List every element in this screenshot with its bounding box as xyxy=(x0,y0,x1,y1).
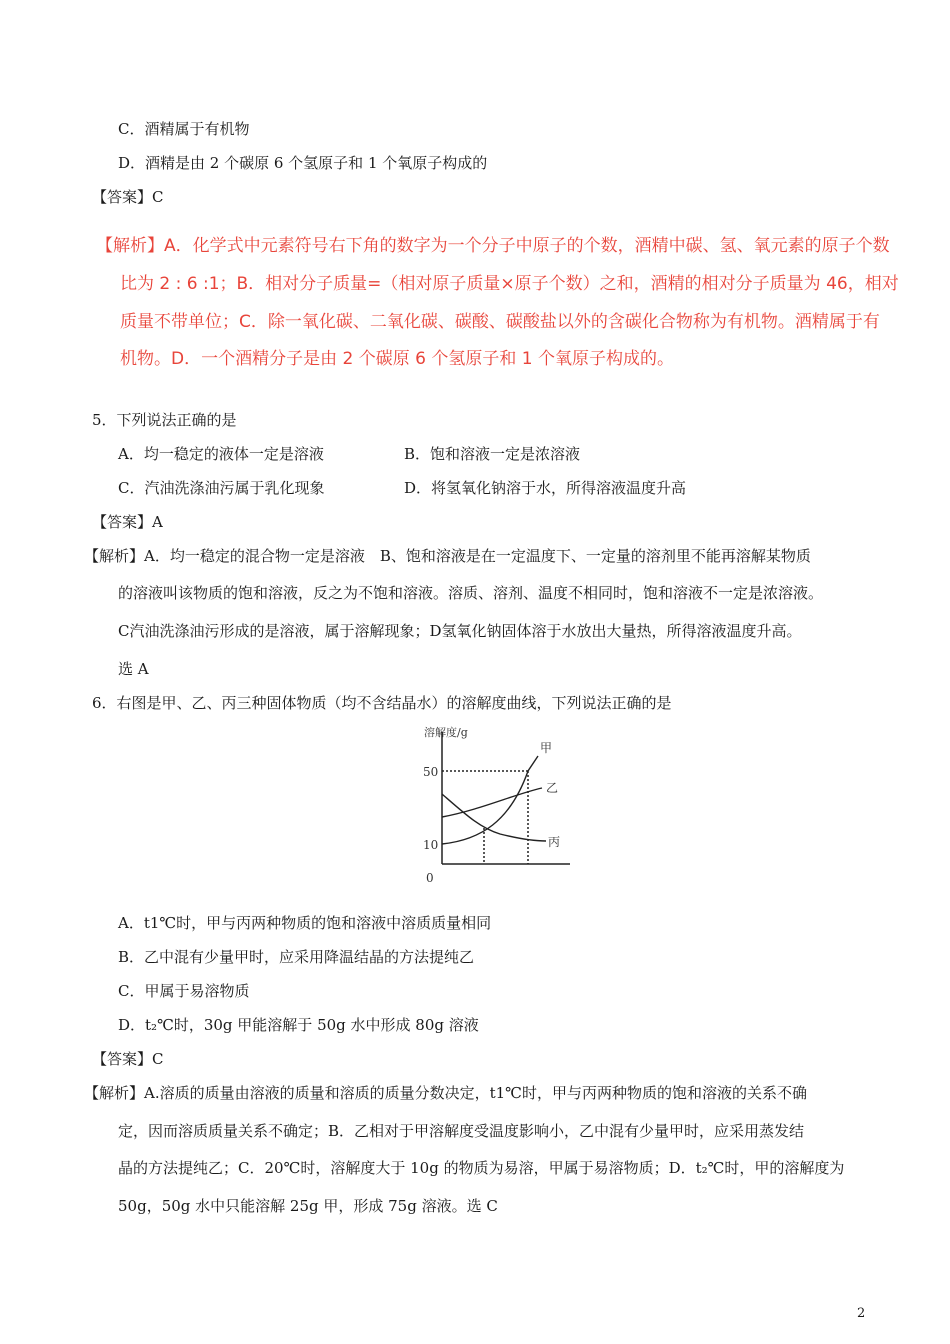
q5-analysis-line-2: 的溶液叫该物质的饱和溶液，反之为不饱和溶液。溶质、溶剂、温度不相同时，饱和溶液不一定是浓溶液。 xyxy=(118,584,824,602)
q6-analysis-line-4: 50g，50g 水中只能溶解 25g 甲，形成 75g 溶液。选 C xyxy=(118,1197,498,1215)
q4-analysis-line-3: 质量不带单位；C．除一氧化碳、二氧化碳、碳酸、碳酸盐以外的含碳化合物称为有机物。酒精属于有 xyxy=(120,312,880,332)
q5-analysis-line-3: C汽油洗涤油污形成的是溶液，属于溶解现象；D氢氧化钠固体溶于水放出大量热，所得溶液温度升高。 xyxy=(118,622,802,640)
q6-analysis-line-3: 晶的方法提纯乙；C．20℃时，溶解度大于 10g 的物质为易溶，甲属于易溶物质；D．t₂℃时，甲的溶解度为 xyxy=(118,1159,845,1177)
q4-option-d: D．酒精是由 2 个碳原 6 个氢原子和 1 个氧原子构成的 xyxy=(118,154,488,172)
q4-answer: 【答案】C xyxy=(92,188,164,206)
q6-option-d: D．t₂℃时，30g 甲能溶解于 50g 水中形成 80g 溶液 xyxy=(118,1016,479,1034)
q5-option-a: A．均一稳定的液体一定是溶液 xyxy=(118,445,324,463)
chart-tick-50: 50 xyxy=(423,765,439,779)
q4-analysis-line-4: 机物。D．一个酒精分子是由 2 个碳原 6 个氢原子和 1 个氧原子构成的。 xyxy=(120,349,674,369)
q6-analysis-line-2: 定，因而溶质质量关系不确定；B．乙相对于甲溶解度受温度影响小，乙中混有少量甲时，应采用蒸发结 xyxy=(118,1122,805,1140)
q4-analysis-line-1: 【解析】A．化学式中元素符号右下角的数字为一个分子中原子的个数，酒精中碳、氢、氧元素的原子个数 xyxy=(96,236,890,256)
q5-stem: 5．下列说法正确的是 xyxy=(92,411,237,429)
q4-analysis-line-2: 比为 2 : 6 :1；B．相对分子质量=（相对原子质量×原子个数）之和，酒精的相对分子质量为 46，相对 xyxy=(120,274,899,294)
q5-option-d: D．将氢氧化钠溶于水，所得溶液温度升高 xyxy=(404,479,687,497)
chart-label-bing: 丙 xyxy=(548,835,561,849)
q6-analysis-line-1: 【解析】A.溶质的质量由溶液的质量和溶质的质量分数决定，t1℃时，甲与丙两种物质的饱和溶液的关系不确 xyxy=(84,1084,807,1102)
q5-answer: 【答案】A xyxy=(92,513,163,531)
q5-analysis-line-4: 选 A xyxy=(118,660,149,678)
page-number: 2 xyxy=(857,1306,866,1321)
chart-label-jia: 甲 xyxy=(540,741,553,755)
q6-option-a: A．t1℃时，甲与丙两种物质的饱和溶液中溶质质量相同 xyxy=(118,914,492,932)
q5-analysis-line-1: 【解析】A．均一稳定的混合物一定是溶液 B、饱和溶液是在一定温度下、一定量的溶剂里不能再溶解某物质 xyxy=(84,547,811,565)
q6-option-c: C．甲属于易溶物质 xyxy=(118,982,250,1000)
q5-option-c: C．汽油洗涤油污属于乳化现象 xyxy=(118,479,325,497)
chart-series-bing xyxy=(442,794,546,841)
chart-origin: 0 xyxy=(426,871,434,885)
chart-label-yi: 乙 xyxy=(546,781,559,795)
q4-option-c: C．酒精属于有机物 xyxy=(118,120,250,138)
chart-ylabel: 溶解度/g xyxy=(424,726,468,739)
solubility-chart xyxy=(420,722,580,890)
q6-answer: 【答案】C xyxy=(92,1050,164,1068)
q6-stem: 6．右图是甲、乙、丙三种固体物质（均不含结晶水）的溶解度曲线，下列说法正确的是 xyxy=(92,694,672,712)
q6-option-b: B．乙中混有少量甲时，应采用降温结晶的方法提纯乙 xyxy=(118,948,475,966)
chart-tick-10: 10 xyxy=(423,838,439,852)
q5-option-b: B．饱和溶液一定是浓溶液 xyxy=(404,445,581,463)
chart-series-yi xyxy=(442,788,542,817)
